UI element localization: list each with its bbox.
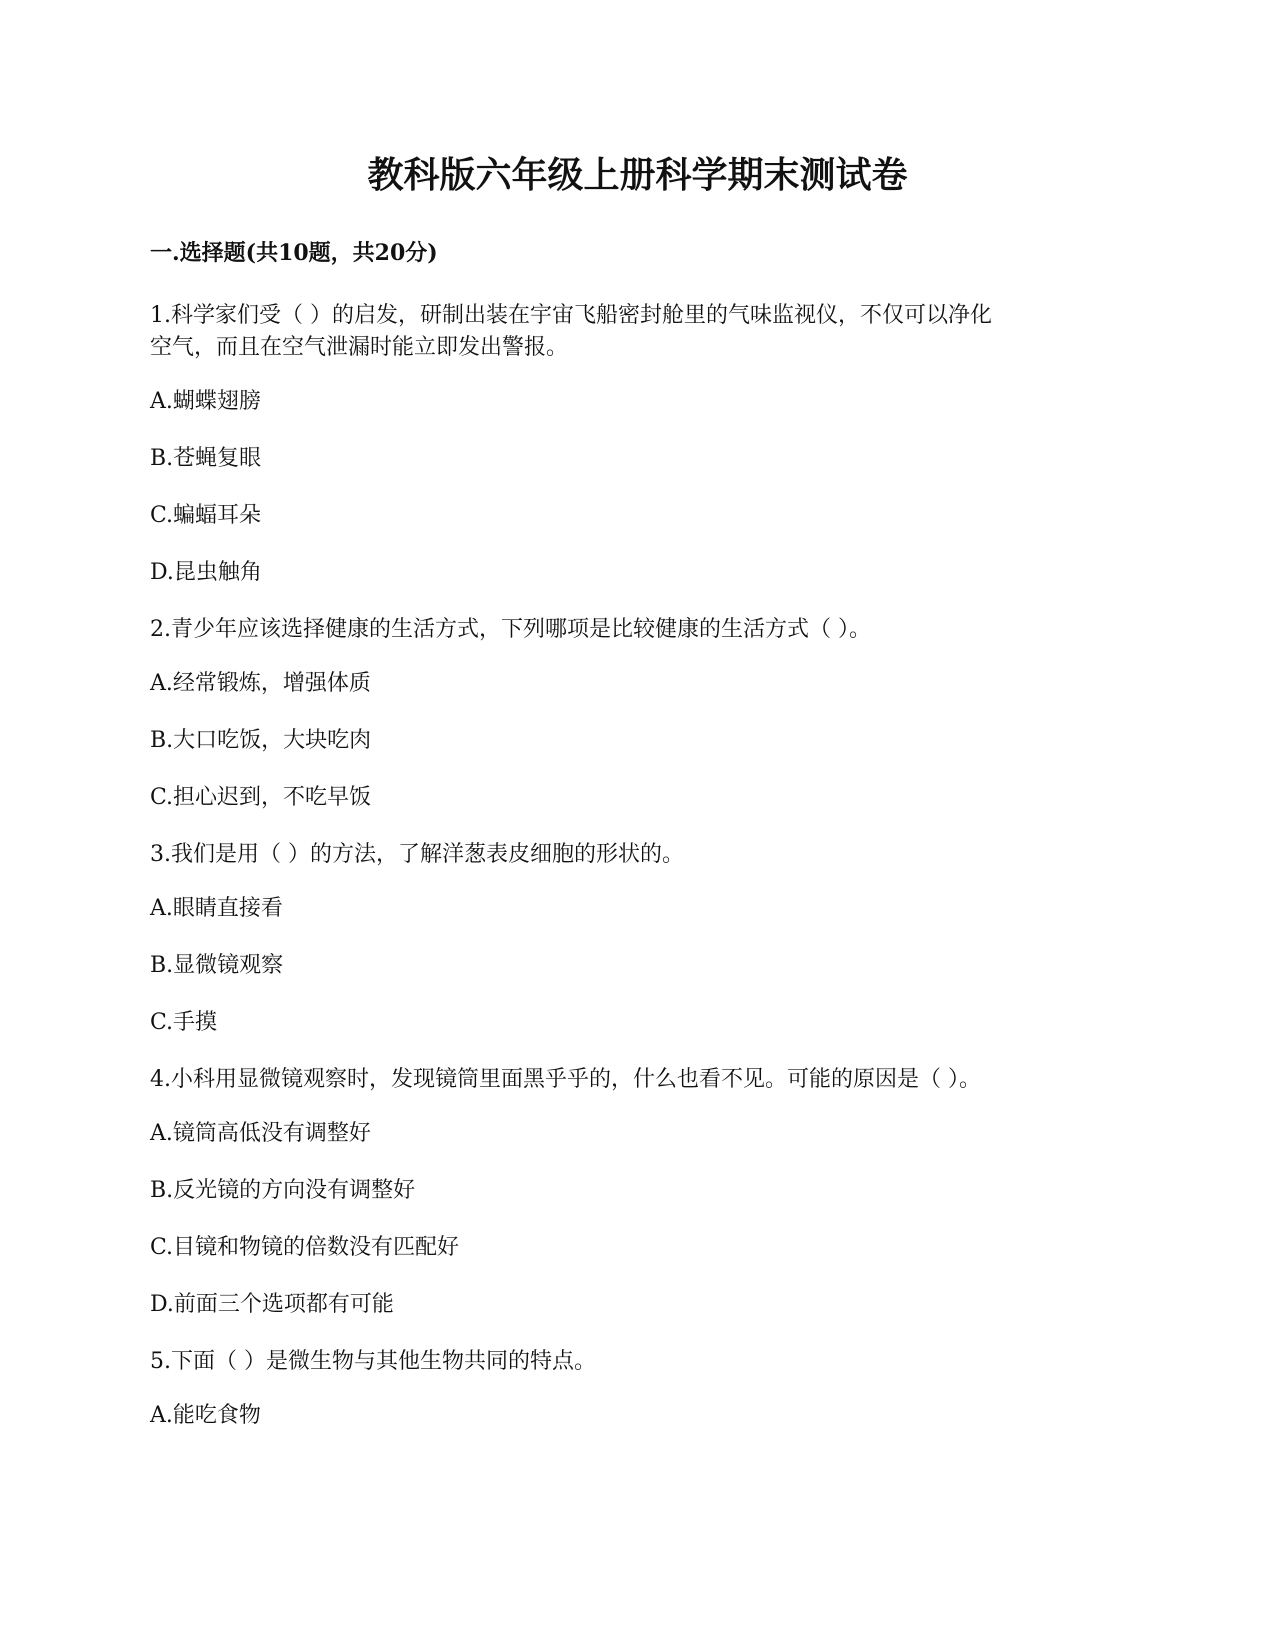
question-stem-line: 1.科学家们受（ ）的启发，研制出装在宇宙飞船密封舱里的气味监视仪，不仅可以净化 <box>150 303 992 328</box>
question-stem <box>150 839 1140 871</box>
answer-option-c: C.蝙蝠耳朵 <box>150 503 262 528</box>
answer-option-a: A.镜筒高低没有调整好 <box>150 1121 371 1146</box>
question-stem <box>150 300 1140 364</box>
answer-option-b: B.反光镜的方向没有调整好 <box>150 1178 416 1203</box>
answer-option-b: B.苍蝇复眼 <box>150 446 262 471</box>
answer-option-a: A.能吃食物 <box>150 1403 261 1428</box>
question-stem-line: 空气，而且在空气泄漏时能立即发出警报。 <box>150 335 569 360</box>
answer-option-b: B.显微镜观察 <box>150 953 284 978</box>
answer-option-c: C.手摸 <box>150 1010 218 1035</box>
question-stem-line: 2.青少年应该选择健康的生活方式，下列哪项是比较健康的生活方式（ ）。 <box>150 617 871 642</box>
question-stem <box>150 1346 1140 1378</box>
question-stem <box>150 614 1140 646</box>
answer-option-c: C.担心迟到，不吃早饭 <box>150 785 372 810</box>
answer-option-b: B.大口吃饭，大块吃肉 <box>150 728 372 753</box>
question-stem <box>150 1064 1140 1096</box>
question-stem-line: 5.下面（ ）是微生物与其他生物共同的特点。 <box>150 1349 596 1374</box>
question-list <box>150 300 1140 1457</box>
question-2 <box>150 614 1140 814</box>
answer-option-a: A.蝴蝶翅膀 <box>150 389 261 414</box>
answer-option-d: D.前面三个选项都有可能 <box>150 1292 394 1317</box>
answer-option-a: A.经常锻炼，增强体质 <box>150 671 371 696</box>
question-3 <box>150 839 1140 1039</box>
question-stem-line: 3.我们是用（ ）的方法，了解洋葱表皮细胞的形状的。 <box>150 842 684 867</box>
answer-option-d: D.昆虫触角 <box>150 560 262 585</box>
question-4 <box>150 1064 1140 1321</box>
answer-option-c: C.目镜和物镜的倍数没有匹配好 <box>150 1235 460 1260</box>
page-title: 教科版六年级上册科学期末测试卷 <box>367 154 908 196</box>
question-5 <box>150 1346 1140 1432</box>
question-1 <box>150 300 1140 589</box>
section-heading: 一.选择题(共10题，共20分) <box>150 240 438 266</box>
question-stem-line: 4.小科用显微镜观察时，发现镜筒里面黑乎乎的，什么也看不见。可能的原因是（ ）。 <box>150 1067 981 1092</box>
answer-option-a: A.眼睛直接看 <box>150 896 283 921</box>
